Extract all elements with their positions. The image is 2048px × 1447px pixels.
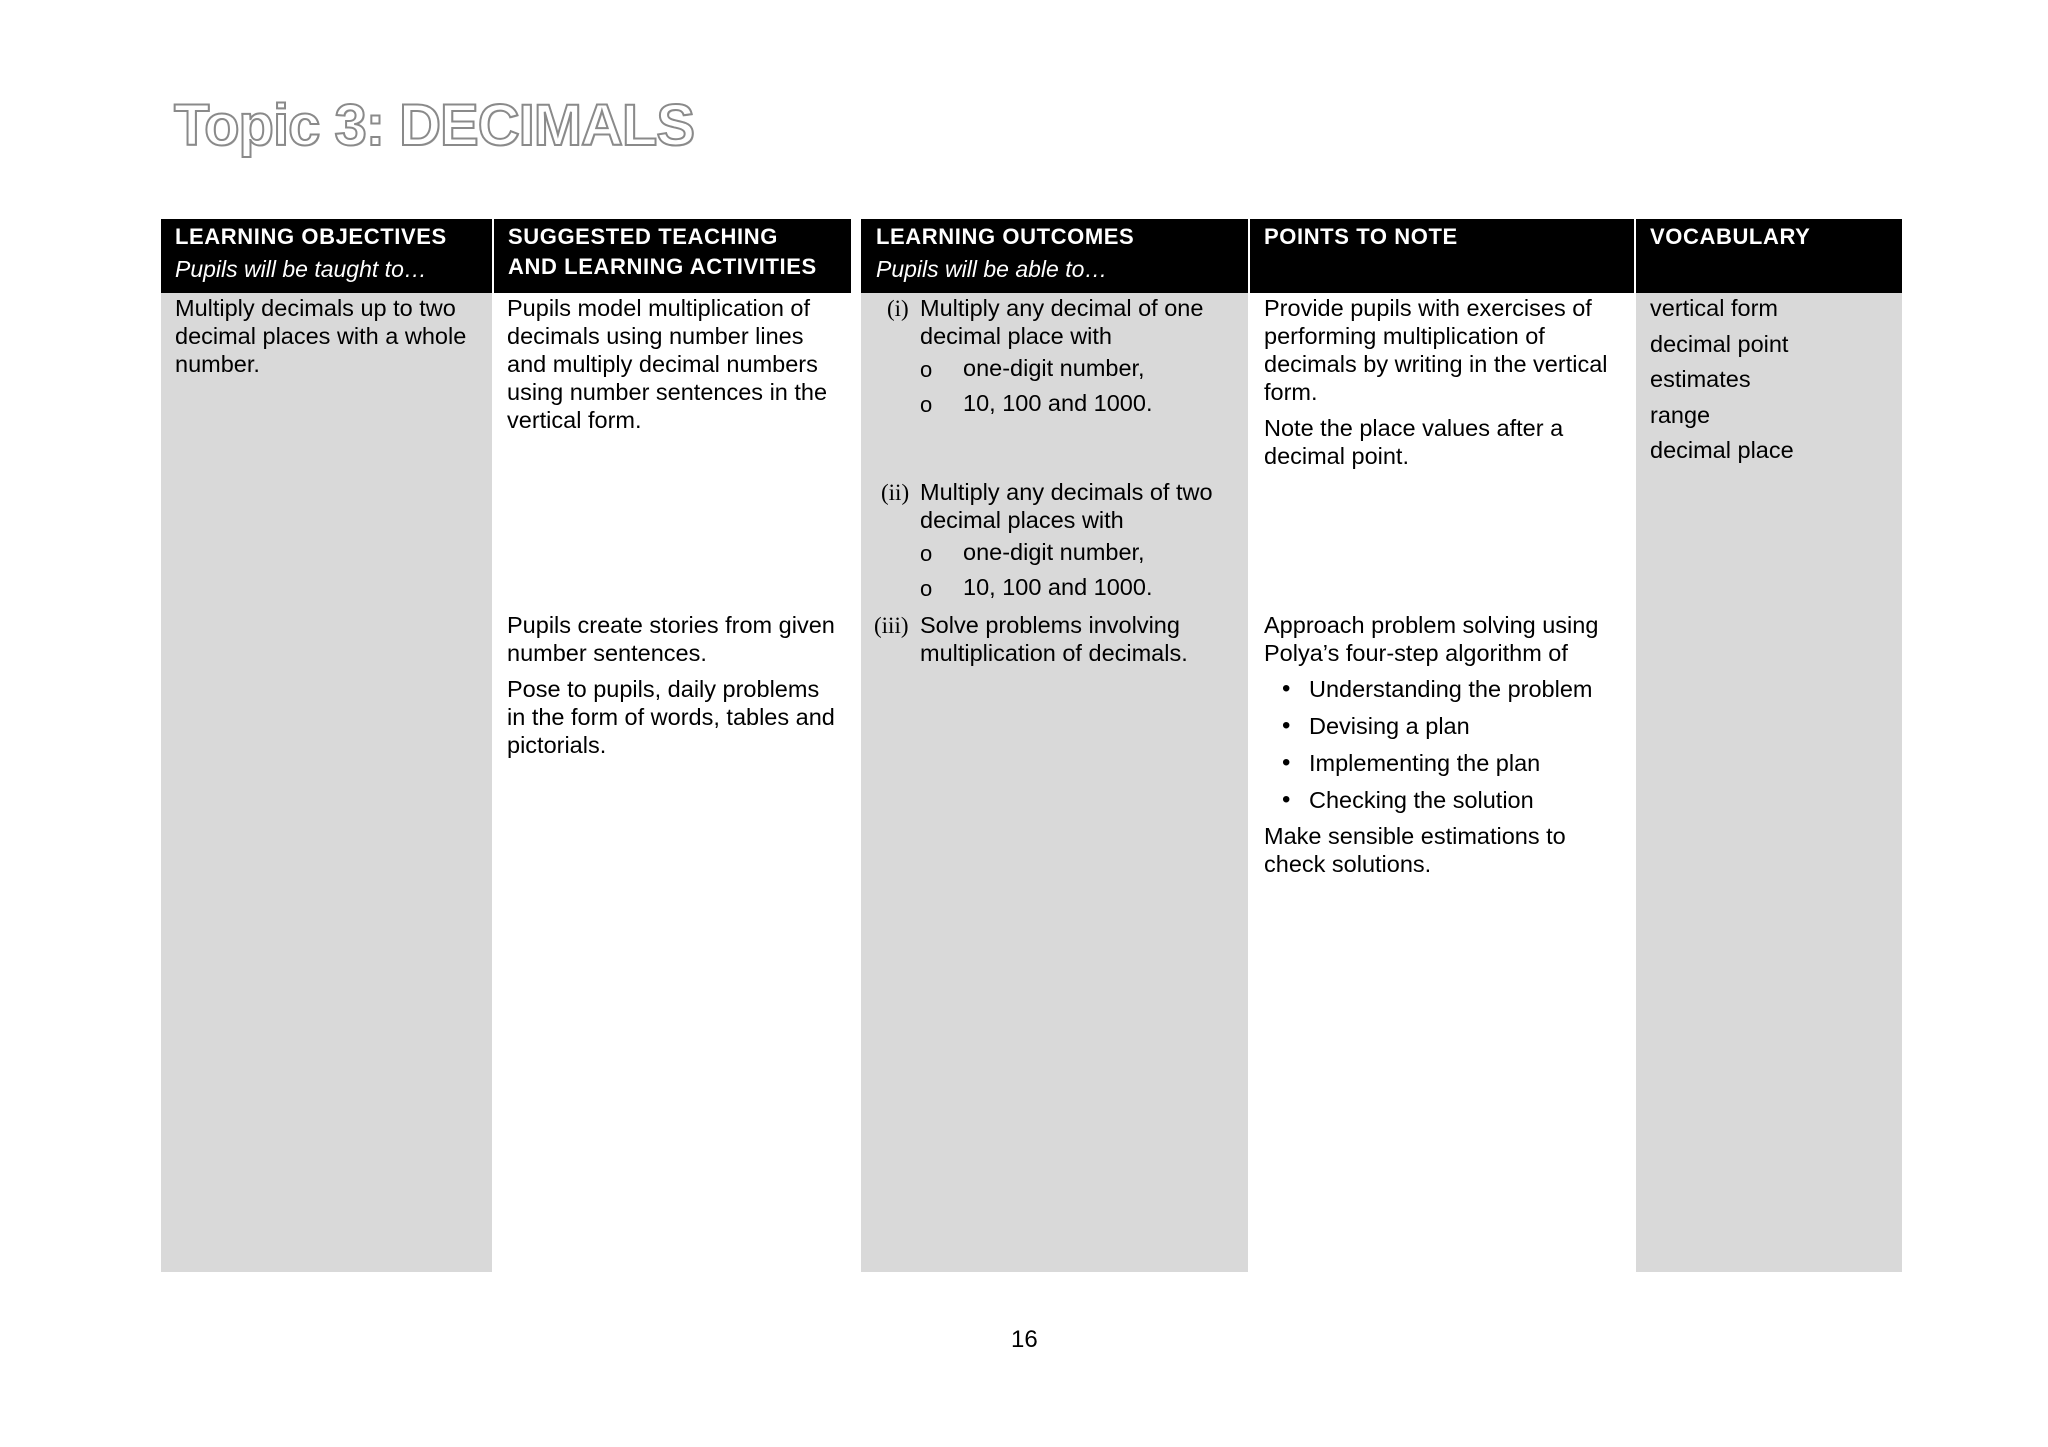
- polya-step: Understanding the problem: [1309, 676, 1593, 702]
- page-number: 16: [1011, 1326, 1038, 1353]
- note-line: decimal point.: [1264, 443, 1409, 469]
- polya-step: Implementing the plan: [1309, 750, 1541, 776]
- page-title: Topic 3: DECIMALS: [174, 93, 695, 158]
- objective-line: Multiply decimals up to two: [175, 295, 456, 321]
- vocabulary-term: vertical form: [1650, 295, 1778, 321]
- polya-step: Checking the solution: [1309, 787, 1534, 813]
- vocabulary-term: decimal place: [1650, 437, 1794, 463]
- activity-block: [507, 294, 827, 434]
- learning-objectives-heading: LEARNING OBJECTIVES: [175, 224, 447, 249]
- vocabulary-list: [1650, 294, 1794, 472]
- outcome-text: [920, 294, 1203, 350]
- note-block: [1264, 822, 1566, 878]
- vocabulary-term: estimates: [1650, 366, 1751, 392]
- note-line: Polya’s four-step algorithm of: [1264, 640, 1568, 666]
- activities-header: [494, 219, 851, 293]
- learning-objectives-column: [161, 219, 492, 1272]
- activity-line: in the form of words, tables and: [507, 704, 835, 730]
- bullet-marker: •: [1282, 675, 1291, 702]
- note-line: form.: [1264, 379, 1318, 405]
- note-line: Make sensible estimations to: [1264, 823, 1566, 849]
- activities-heading-line2: AND LEARNING ACTIVITIES: [508, 254, 817, 279]
- sub-bullet-marker: o: [920, 576, 933, 601]
- outcome-number: (iii): [874, 613, 909, 638]
- activity-line: Pupils model multiplication of: [507, 295, 811, 321]
- activity-line: Pupils create stories from given: [507, 612, 835, 638]
- vocabulary-heading: VOCABULARY: [1650, 224, 1811, 249]
- vocabulary-column: [1636, 219, 1902, 1272]
- note-line: performing multiplication of: [1264, 323, 1545, 349]
- note-line: Provide pupils with exercises of: [1264, 295, 1592, 321]
- vocabulary-header: [1636, 219, 1902, 293]
- outcome-number: (ii): [881, 480, 910, 505]
- learning-objectives-header: [161, 219, 492, 293]
- note-line: Note the place values after a: [1264, 415, 1564, 441]
- points-to-note-column: [1250, 219, 1634, 1272]
- activity-line: and multiply decimal numbers: [507, 351, 818, 377]
- activity-line: number sentences.: [507, 640, 707, 666]
- learning-outcomes-subheading: Pupils will be able to…: [876, 256, 1108, 282]
- note-line: Approach problem solving using: [1264, 612, 1599, 638]
- outcome-subitem: one-digit number,: [963, 539, 1145, 565]
- points-to-note-header: [1250, 219, 1634, 293]
- outcome-number: (i): [887, 296, 909, 321]
- note-block: [1264, 611, 1598, 667]
- sub-bullet-marker: o: [920, 392, 933, 417]
- outcome-line: Solve problems involving: [920, 612, 1180, 638]
- learning-outcomes-column: [861, 219, 1248, 1272]
- outcome-line: decimal places with: [920, 507, 1124, 533]
- learning-outcomes-header: [861, 219, 1248, 293]
- bullet-marker: •: [1282, 712, 1291, 739]
- outcome-line: multiplication of decimals.: [920, 640, 1188, 666]
- bullet-marker: •: [1282, 786, 1291, 813]
- activities-heading-line1: SUGGESTED TEACHING: [508, 224, 778, 249]
- activity-line: pictorials.: [507, 732, 607, 758]
- points-to-note-heading: POINTS TO NOTE: [1264, 224, 1458, 249]
- outcome-line: Multiply any decimal of one: [920, 295, 1204, 321]
- outcome-subitem: 10, 100 and 1000.: [963, 574, 1153, 600]
- activity-line: vertical form.: [507, 407, 642, 433]
- outcome-subitem: one-digit number,: [963, 355, 1145, 381]
- sub-bullet-marker: o: [920, 541, 933, 566]
- activity-block: [507, 611, 835, 759]
- learning-outcomes-heading: LEARNING OUTCOMES: [876, 224, 1135, 249]
- note-line: decimals by writing in the vertical: [1264, 351, 1608, 377]
- bullet-marker: •: [1282, 749, 1291, 776]
- outcome-line: Multiply any decimals of two: [920, 479, 1213, 505]
- outcome-text: [920, 611, 1188, 667]
- activity-line: using number sentences in the: [507, 379, 828, 405]
- note-line: check solutions.: [1264, 851, 1432, 877]
- objective-line: decimal places with a whole: [175, 323, 467, 349]
- polya-step: Devising a plan: [1309, 713, 1470, 739]
- outcome-line: decimal place with: [920, 323, 1113, 349]
- sub-bullet-marker: o: [920, 357, 933, 382]
- vocabulary-term: decimal point: [1650, 330, 1789, 357]
- objective-line: number.: [175, 351, 260, 377]
- activities-column: [494, 219, 851, 1272]
- vocabulary-term: range: [1650, 401, 1711, 428]
- activity-line: decimals using number lines: [507, 323, 804, 349]
- note-block: [1264, 294, 1608, 470]
- outcome-subitem: 10, 100 and 1000.: [963, 390, 1153, 416]
- learning-objectives-subheading: Pupils will be taught to…: [175, 256, 427, 282]
- outcome-text: [920, 478, 1213, 534]
- activity-line: Pose to pupils, daily problems: [507, 676, 820, 702]
- learning-objective-text: [175, 294, 466, 378]
